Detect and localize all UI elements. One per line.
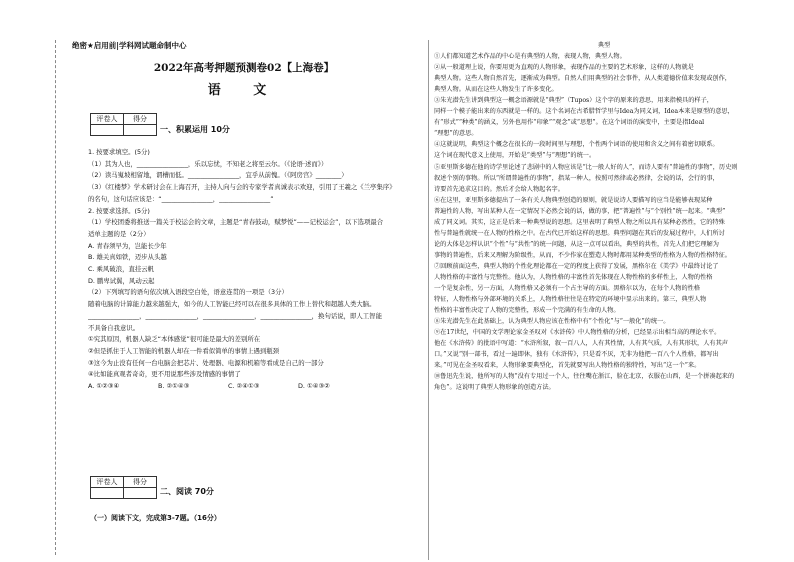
answer-options — [88, 381, 420, 393]
text-line: 典型人物。从而在这些人物发生了许多变化。 — [434, 86, 558, 94]
text-line: ⑨在17世纪，中国的文学理论家金圣叹对《水浒传》中人物性格的分析，已经显示出相当高的理论水平。 — [434, 329, 721, 337]
text-line: C. 乘风破浪，直挂云帆 — [88, 265, 155, 274]
column-divider — [428, 40, 429, 560]
text-line: （1）学校团委将推送一篇关于校运会的文章，主题是“青春鼓动，赋梦悦”——记校运会”，以下选项最合 — [88, 218, 384, 227]
text-line: ⑤亚里斯多德在他的诗学里论述了悲剧中的人物应该是“比一般人好的人”，而诗人要有“普遍性的事物”，历史则 — [434, 163, 738, 171]
text-line: A. 青春须早为，岂能长少年 — [88, 241, 167, 250]
text-line: 他在《水浒传》的批语中写道：“水浒所叙，叙一百八人，人有其性情，人有其气质，人有其形状，人有其声 — [434, 340, 728, 348]
subject-title: 语 文 — [207, 83, 281, 98]
text-line: 一个是复杂性，另一方面，人物性格又必须有一个占主导的方面。黑格尔以为，在每个人物的性格 — [434, 285, 701, 293]
text-line: ⑩鲁迅先生说，他所写的人物“没有专用过一个人，往往嘴在浙江，脸在北京，衣服在山西，是一个拼凑起来的 — [434, 373, 735, 381]
score-label: 得分 — [124, 114, 157, 125]
text-line: 这个词在现代意义上使用，开始是“类型”与“理想”的统一。 — [434, 152, 596, 160]
text-line: 同样一个模子能出来的东西就是一样的。这个名词在古希腊哲学里与Idea为同义词，Idea本来是原型的意思， — [434, 108, 734, 116]
text-line: 特征，人物性格与外部环境的关系上，人物性格往往是在特定的环境中显示出来的。第三，典型人物 — [434, 296, 707, 304]
grader-label: 评卷人 — [91, 114, 124, 125]
text-line: ⑧朱光潜先生在此基础上，认为典型人物应该在性格中有“个性化”与“一般化”的统一。 — [434, 318, 670, 326]
text-line: 来。”可见在金圣叹看来，人物形象要典型化，首先就要写出人物性格的独特性，写出“这一个”来。 — [434, 362, 701, 370]
text-line: 口。”又说“别一部书，看过一遍即休，独有《水浒传》，只是看不厌，无非为他把一百八个人性格，都写出 — [434, 351, 719, 359]
grader-label-2: 评卷人 — [91, 477, 124, 488]
text-line: ________________，________________，________________，________________，换句话说，即人工智能 — [88, 311, 382, 320]
reading-instruction: （一）阅读下文，完成第3-7题。（16分） — [90, 514, 221, 522]
text-line: 人物性格的丰富性与完整性。他认为，人物性格的丰富性首先体现在人物性格的多样性上，人物的性格 — [434, 273, 713, 281]
article-title: 典型 — [597, 42, 611, 49]
score-box-1 — [90, 113, 157, 136]
score-cell-2 — [124, 488, 157, 499]
score-cell — [124, 125, 157, 136]
text-line: D. 鹏卑试翼，风动云起 — [88, 276, 155, 285]
text-line: 典型人物。这些人物自然首先，逐渐成为典型。自然人们用典型的社会事件，从人类道德价值来发现或创作， — [434, 75, 731, 83]
text-line: 性格的丰富性决定了人物的完整性，形成一个完满的有生命的人物。 — [434, 307, 620, 315]
text-line: 普遍性的人物，写出某种人在一定情况下必然会说的话，做的事，把“普遍性”与“个别性”统一起来。“典型” — [434, 207, 726, 215]
grader-cell-2 — [91, 488, 124, 499]
section-1-heading: 一、积累运用 10分 — [160, 125, 230, 134]
text-line: ⑥在这里，亚里斯多德提出了一条有关人物典型创造的原则，就是说诗人要描写的应当是能够表现某种 — [434, 196, 713, 204]
text-line: 适单主题的是（2分） — [88, 229, 150, 238]
score-label-2: 得分 — [124, 477, 157, 488]
text-line: 的名句，这句话应该是：“________________，________________” — [88, 194, 274, 203]
text-line: ③朱光潜先生讲到典型这一概念语源就是“典型”（Tupos）这个字的原来的意思，用来指模具的样子， — [434, 97, 713, 105]
text-line: 随着电脑的计算能力越来越强大，如今的人工智能已经可以在很多具体的工作上替代和超越人类大脑。 — [88, 300, 376, 309]
text-line: 论的大体是怎样认识“个性”与“共性”的统一问题，从这一点可以看出，典型的共性，首先人们把它理解为 — [434, 240, 719, 248]
text-line: ②但是抓住于人工智能的机器人却在一件看似简单的事情上遇到瓶颈 — [88, 346, 280, 355]
text-line: （2）下列填写的语句依次填入语段空白处，语意连贯的一项是（3分） — [88, 288, 288, 297]
text-line: 叙述个别的事物。所以“所谓普遍性的事物”，指某一种人，按照可然律或必然律，会说的话，会行的事， — [434, 174, 719, 182]
binding-line — [55, 40, 56, 555]
score-box-2 — [90, 476, 157, 499]
text-line: ①人们都知道艺术作品的中心是有典型的人物，表现人物，典型人物。 — [434, 53, 626, 61]
text-line: 诗要首先追求这目的。然后才会给人物起名字。 — [434, 185, 564, 193]
text-line: 成了同义词。其实，这正是后来一种典型说的思想。这里表明了典型人物之所以具有某种必然性，它的特殊 — [434, 218, 725, 226]
left-column-text — [88, 147, 420, 393]
text-line: 事物的普遍性，后来又理解为阶级性，从而，不少作家在塑造人物时都用某种类型的性格为人物的性格特征。 — [434, 251, 731, 259]
grader-cell — [91, 125, 124, 136]
answer-option: B. ②①④③ — [158, 382, 190, 391]
text-line: ④比如能真观者奇奇，更不用说那些涉及情感的事情了 — [88, 370, 241, 379]
text-line: ⑦回顾前面这些，典型人物的个性化理论都在一定的程度上获得了发展，黑格尔在《美学》中最终讨论了 — [434, 262, 719, 270]
answer-option: C. ②④①③ — [228, 382, 260, 391]
exam-title: 2022年高考押题预测卷02【上海卷】 — [153, 62, 335, 74]
answer-option: A. ①②③④ — [88, 382, 120, 391]
text-line: 1. 按要求填空。(5分) — [88, 148, 150, 156]
text-line: “理想”的意思。 — [434, 130, 478, 138]
confidential-stamp: 绝密★启用前|学科网试题命制中心 — [72, 41, 187, 50]
text-line: 2. 按要求选择。(5分) — [88, 206, 150, 215]
answer-option: D. ①④③② — [298, 382, 330, 391]
section-2-heading: 二、阅读 70分 — [160, 487, 214, 496]
text-line: ③这今为止没有任何一台电脑会把芯片、处理器、电源和机箱等看成是自己的一部分 — [88, 358, 324, 367]
text-line: 不具备自我意识。 — [88, 323, 140, 332]
text-line: B. 雄关真如铁，迈步从头越 — [88, 253, 167, 262]
text-line: ④这就说明，典型这个概念在很长的一段时间里与理想，个性两个词语的使用和含义之间有着密切联系。 — [434, 141, 719, 149]
text-line: 有“形式”“种类”的涵义，另外也用作“印象”“观念”或“思想”。在这个词语的演变中，主要是指Ideal — [434, 119, 705, 127]
text-line: ②从一般道理上说，你要用更为直观的人物形象，表现作品的主要的艺术形象，这样的人物就是 — [434, 64, 694, 72]
text-line: ①究其原因，机器人缺乏“本体感觉”很可能是最大的差别所在 — [88, 335, 261, 344]
text-line: 性与普遍性就统一在人物的性格之中。在古代已开始这样的思想。典型问题在其后的发展过程中，人们所讨 — [434, 229, 725, 237]
text-line: （1）其为人也，________________，乐以忘忧，不知老之将至云尔。（《论语·述而》） — [88, 159, 328, 168]
right-column-text — [434, 40, 774, 394]
text-line: （3）《红楼梦》学术研讨会在上海召开，主持人向与会的专家学者真诚表示欢迎，引用了王羲之《兰亭集序》 — [88, 183, 396, 192]
text-line: （2）读马嵬坡相留地，谓槽而低。________________，宜乎从前愧。（《阿房宫》________） — [88, 171, 348, 180]
text-line: 角色”。这说明了典型人物形象的创造方法。 — [434, 384, 555, 392]
